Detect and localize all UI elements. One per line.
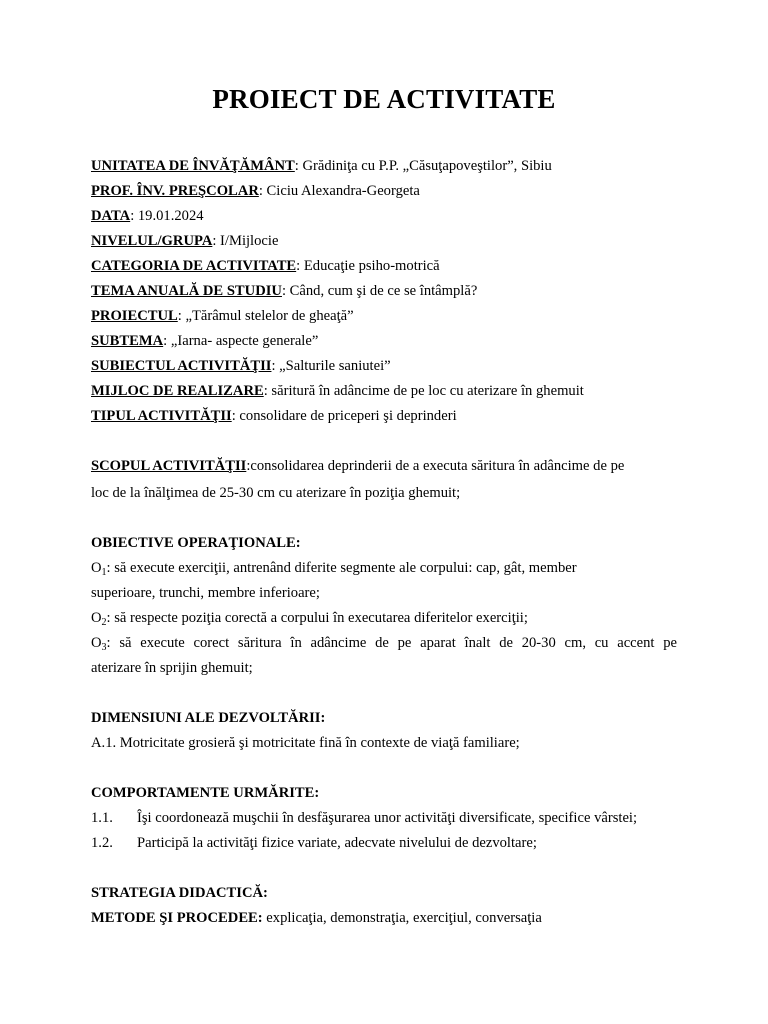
obiectiv-o2-line-1 <box>91 609 677 627</box>
metode-label: METODE ŞI PROCEDEE: <box>91 910 263 926</box>
obiectiv-o3-line-2: aterizare în sprijin ghemuit; <box>91 660 253 676</box>
info-tema <box>91 282 677 300</box>
info-mijloc <box>91 382 677 400</box>
scop-line-2: loc de la înălţimea de 25-30 cm cu aterizare în poziţia ghemuit; <box>91 485 461 501</box>
obiectiv-text: : să execute exerciţii, antrenând diferite segmente ale corpului: cap, gât, member <box>106 560 577 576</box>
info-value: : „Tărâmul stelelor de gheaţă” <box>177 308 354 324</box>
info-label: SUBTEMA <box>91 333 164 349</box>
info-value: : Educaţie psiho-motrică <box>296 258 440 274</box>
scop-label: SCOPUL ACTIVITĂŢII <box>91 458 247 474</box>
info-subtema <box>91 332 677 350</box>
info-label: PROF. ÎNV. PREŞCOLAR <box>91 183 259 199</box>
comportament-number: 1.2. <box>91 835 113 851</box>
info-value: : Când, cum şi de ce se întâmplă? <box>281 283 478 299</box>
info-value: : consolidare de priceperi şi deprinderi <box>231 408 457 424</box>
info-label: CATEGORIA DE ACTIVITATE <box>91 258 297 274</box>
info-value: : I/Mijlocie <box>212 233 279 249</box>
obiectiv-o1-line-2: superioare, trunchi, membre inferioare; <box>91 585 320 601</box>
info-label: DATA <box>91 208 131 224</box>
info-unitatea <box>91 157 677 175</box>
info-value: : „Iarna- aspecte generale” <box>163 333 319 349</box>
comportament-item <box>91 834 677 852</box>
dimensiuni-heading <box>91 709 677 727</box>
obiectiv-o3-line-1 <box>91 634 677 652</box>
info-subiectul <box>91 357 677 375</box>
obiectiv-code-sub: 3 <box>101 642 107 653</box>
obiectiv-text: : să respecte poziţia corectă a corpului în executarea diferitelor exerciţii; <box>106 610 528 626</box>
obiectiv-code: O <box>91 610 102 626</box>
info-label: TIPUL ACTIVITĂŢII <box>91 408 232 424</box>
info-value: : Grădiniţa cu P.P. „Căsuţapoveştilor”, Sibiu <box>294 158 552 174</box>
section-heading: DIMENSIUNI ALE DEZVOLTĂRII: <box>91 710 326 726</box>
scop-line-1 <box>91 457 677 475</box>
info-data <box>91 207 677 225</box>
info-prof <box>91 182 677 200</box>
info-proiectul <box>91 307 677 325</box>
metode-value: explicaţia, demonstraţia, exerciţiul, conversaţia <box>262 910 542 926</box>
info-label: UNITATEA DE ÎNVĂŢĂMÂNT <box>91 158 295 174</box>
comportament-text: Participă la activităţi fizice variate, adecvate nivelului de dezvoltare; <box>137 835 537 851</box>
comportament-text: Îşi coordonează muşchii în desfăşurarea unor activităţi diversificate, specifice vârstei; <box>137 810 638 826</box>
obiective-heading <box>91 534 677 552</box>
info-value: : Ciciu Alexandra-Georgeta <box>258 183 420 199</box>
dimensiuni-item: A.1. Motricitate grosieră şi motricitate fină în contexte de viaţă familiare; <box>91 735 520 751</box>
section-heading: COMPORTAMENTE URMĂRITE: <box>91 785 320 801</box>
document-title: PROIECT DE ACTIVITATE <box>212 84 556 114</box>
section-heading: STRATEGIA DIDACTICĂ: <box>91 885 268 901</box>
info-label: SUBIECTUL ACTIVITĂŢII <box>91 358 272 374</box>
comportament-item <box>91 809 677 827</box>
info-label: NIVELUL/GRUPA <box>91 233 213 249</box>
section-heading: OBIECTIVE OPERAŢIONALE: <box>91 535 301 551</box>
obiectiv-code-sub: 1 <box>101 567 107 578</box>
info-value: : săritură în adâncime de pe loc cu aterizare în ghemuit <box>263 383 584 399</box>
info-label: TEMA ANUALĂ DE STUDIU <box>91 283 282 299</box>
obiectiv-code: O <box>91 635 102 651</box>
info-label: PROIECTUL <box>91 308 178 324</box>
info-value: : 19.01.2024 <box>130 208 204 224</box>
strategia-heading <box>91 884 677 902</box>
comportament-number: 1.1. <box>91 810 113 826</box>
metode-line <box>91 909 677 927</box>
scop-text: :consolidarea deprinderii de a executa săritura în adâncime de pe <box>246 458 625 474</box>
obiectiv-text: : să execute corect săritura în adâncime de pe aparat înalt de 20-30 cm, cu accent pe <box>106 635 677 651</box>
info-label: MIJLOC DE REALIZARE <box>91 383 264 399</box>
obiectiv-o1-line-1 <box>91 559 677 577</box>
obiectiv-code: O <box>91 560 102 576</box>
info-value: : „Salturile saniutei” <box>271 358 391 374</box>
info-tipul <box>91 407 677 425</box>
info-categoria <box>91 257 677 275</box>
info-nivel <box>91 232 677 250</box>
comportamente-heading <box>91 784 677 802</box>
obiectiv-code-sub: 2 <box>101 617 107 628</box>
